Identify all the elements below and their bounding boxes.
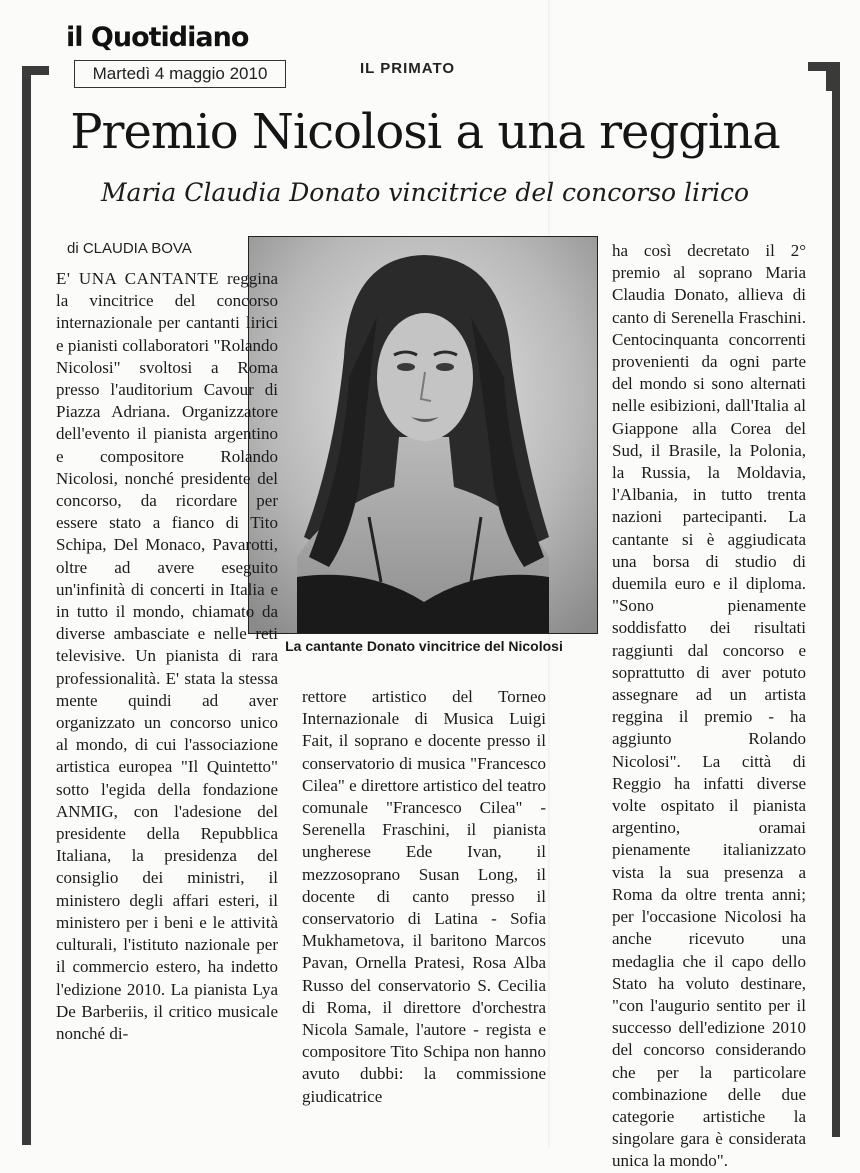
- right-frame-bracket: [824, 62, 840, 1137]
- article-subheadline: Maria Claudia Donato vincitrice del concorso lirico: [100, 178, 750, 207]
- article-headline: Premio Nicolosi a una reggina: [70, 104, 780, 160]
- article-column-1-text: reggina la vincitrice del concorso internazionale per cantanti lirici e pianisti collaboratori "Rolando Nicolosi" svoltosi a Roma presso l'auditorium Cavour di Piazza Adriana. Organizzatore dell'evento il pianista argentino e compositore Rolando Nicolosi, nonché presidente del concorso, da ricordare per essere stato a fianco di Tito Schipa, Del Monaco, Pavarotti, oltre ad avere eseguito un'infinità di concerti in Italia e in tutto il mondo, chiamato da diverse ambasciate e nelle reti televisive. Un pianista di rara professionalità. E' stata la stessa mente quindi ad aver organizzato un concorso unico al mondo, di cui l'associazione artistica europea "Il Quintetto" sotto l'egida della fondazione ANMIG, con l'adesione del presidente della Repubblica Italiana, la presidenza del consiglio dei ministri, il ministero degli affari esteri, il ministero per i beni e le attività culturali, l'istituto nazionale per il commercio estero, ha indetto l'edizione 2010. La pianista Lya De Barberiis, il critico musicale nonché di-: [56, 269, 279, 1043]
- left-frame-bracket: [22, 66, 49, 1145]
- article-column-2: rettore artistico del Torneo Internazionale di Musica Luigi Fait, il soprano e docente presso il conservatorio di musica "Francesco Cilea" e direttore artistico del teatro comunale "Francesco Cilea" - Serenella Fraschini, il pianista ungherese Ede Ivan, il mezzosoprano Susan Long, il docente di canto presso il conservatorio di Latina - Sofia Mukhametova, il baritono Marcos Pavan, Ornella Pratesi, Rosa Alba Russo del conservatorio S. Cecilia di Roma, il direttore d'orchestra Nicola Samale, l'autore - regista e compositore Tito Schipa non hanno avuto dubbi: la commissione giudicatrice: [302, 687, 546, 1106]
- newspaper-masthead: il Quotidiano: [66, 22, 249, 53]
- article-column-1: [56, 268, 278, 1045]
- section-label: IL PRIMATO: [360, 60, 456, 77]
- singer-photo: [248, 236, 598, 634]
- article-byline: di CLAUDIA BOVA: [67, 240, 192, 257]
- portrait-illustration: [249, 237, 597, 633]
- photo-caption: La cantante Donato vincitrice del Nicolosi: [285, 638, 563, 654]
- issue-date: Martedì 4 maggio 2010: [74, 60, 286, 88]
- article-column-3: ha così decretato il 2° premio al soprano Maria Claudia Donato, allieva di canto di Serenella Fraschini. Centocinquanta concorrenti provenienti da ogni parte del mondo si sono alternati nelle esibizioni, dall'Italia al Giappone alla Corea del Sud, il Brasile, la Polonia, la Russia, la Moldavia, l'Albania, in tutto trenta nazioni partecipanti. La cantante si è aggiudicata una borsa di studio di duemila euro e il diploma. "Sono pienamente soddisfatto dei risultati raggiunti dal concorso e soprattutto di aver potuto assegnare ad un artista reggina il premio - ha aggiunto Rolando Nicolosi". La città di Reggio ha infatti diverse volte ospitato il pianista argentino, oramai pienamente italianizzato vista la sua presenza a Roma da oltre trenta anni; per l'occasione Nicolosi ha anche ricevuto una medaglia che il capo dello Stato ha voluto destinare, "con l'augurio sentito per il successo dell'edizione 2010 del concorso considerando che per la particolare combinazione delle due categorie artistiche la singolare gara è considerata unica la mondo".: [612, 241, 806, 1171]
- article-lead-caps: E' UNA CANTANTE: [56, 269, 220, 288]
